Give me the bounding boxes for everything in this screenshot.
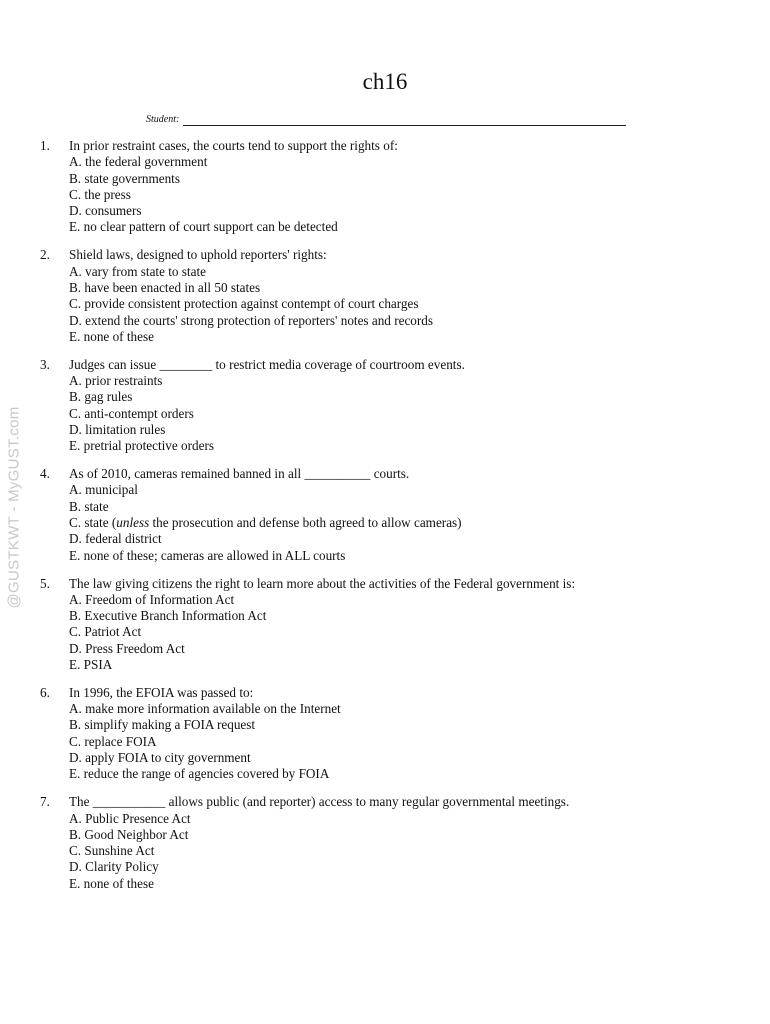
question-4 — [40, 466, 740, 564]
question-5 — [40, 576, 740, 674]
question-number: 7. — [40, 794, 50, 810]
question-stem: Judges can issue ________ to restrict media coverage of courtroom events. — [69, 356, 465, 372]
option-a: A. vary from state to state — [69, 263, 206, 279]
question-number: 3. — [40, 356, 50, 372]
option-e: E. PSIA — [69, 656, 113, 672]
option-c-text-after: the prosecution and defense both agreed to allow cameras) — [149, 515, 462, 531]
option-e: E. none of these; cameras are allowed in ALL courts — [69, 547, 346, 563]
option-b: B. have been enacted in all 50 states — [69, 279, 261, 295]
question-stem: In prior restraint cases, the courts tend to support the rights of: — [69, 138, 398, 153]
option-d: D. Clarity Policy — [69, 859, 159, 875]
option-c-text-before: C. state ( — [69, 515, 117, 531]
option-b: B. simplify making a FOIA request — [69, 717, 256, 733]
option-e: E. none of these — [69, 875, 154, 891]
student-name-line — [183, 115, 626, 126]
question-number: 4. — [40, 466, 50, 482]
option-c-text-italic: unless — [116, 515, 150, 531]
question-body — [69, 685, 740, 783]
watermark: @GUSTKWT - MyGUST.com — [5, 406, 23, 609]
question-3 — [40, 357, 740, 455]
question-1 — [40, 138, 740, 236]
option-d: D. federal district — [69, 531, 162, 547]
question-body — [69, 466, 740, 564]
question-stem: In 1996, the EFOIA was passed to: — [69, 684, 254, 700]
option-a: A. make more information available on the Internet — [69, 701, 341, 717]
question-stem: Shield laws, designed to uphold reporters' rights: — [69, 247, 327, 263]
question-stem: As of 2010, cameras remained banned in all __________ courts. — [69, 466, 410, 482]
option-c: C. Patriot Act — [69, 624, 142, 640]
question-body — [69, 138, 740, 236]
question-number: 1. — [40, 138, 50, 153]
option-b: B. state governments — [69, 170, 180, 186]
option-c: C. replace FOIA — [69, 733, 157, 749]
question-number: 6. — [40, 684, 50, 700]
student-label: Student: — [146, 114, 180, 125]
question-body — [69, 357, 740, 455]
option-e: E. none of these — [69, 328, 154, 344]
question-7 — [40, 794, 740, 892]
option-a: A. the federal government — [69, 154, 208, 170]
question-number: 5. — [40, 575, 50, 591]
option-e: E. pretrial protective orders — [69, 438, 214, 454]
option-b: B. Executive Branch Information Act — [69, 608, 267, 624]
option-d: D. limitation rules — [69, 421, 166, 437]
option-a: A. prior restraints — [69, 373, 163, 389]
question-6 — [40, 685, 740, 783]
option-c — [69, 515, 740, 531]
option-b: B. Good Neighbor Act — [69, 826, 189, 842]
option-a: A. municipal — [69, 482, 138, 498]
option-c: C. provide consistent protection against contempt of court charges — [69, 296, 419, 312]
option-a: A. Freedom of Information Act — [69, 591, 235, 607]
option-a: A. Public Presence Act — [69, 810, 191, 826]
option-c: C. the press — [69, 186, 131, 202]
student-name-row — [146, 112, 626, 126]
question-stem: The law giving citizens the right to learn more about the activities of the Federal government is: — [69, 575, 576, 591]
page-title: ch16 — [362, 69, 408, 94]
question-number: 2. — [40, 247, 50, 263]
option-e: E. reduce the range of agencies covered by FOIA — [69, 766, 330, 782]
question-stem: The ___________ allows public (and reporter) access to many regular governmental meetings. — [69, 794, 570, 810]
question-list — [40, 138, 740, 904]
question-body — [69, 576, 740, 674]
option-d: D. consumers — [69, 203, 142, 219]
option-d: D. apply FOIA to city government — [69, 750, 251, 766]
question-2 — [40, 247, 740, 345]
option-d: D. extend the courts' strong protection of reporters' notes and records — [69, 312, 434, 328]
option-c: C. anti-contempt orders — [69, 405, 194, 421]
option-b: B. gag rules — [69, 389, 133, 405]
option-c: C. Sunshine Act — [69, 843, 155, 859]
option-d: D. Press Freedom Act — [69, 640, 185, 656]
option-b: B. state — [69, 498, 109, 514]
question-body — [69, 794, 740, 892]
question-body — [69, 247, 740, 345]
option-e: E. no clear pattern of court support can be detected — [69, 219, 338, 235]
